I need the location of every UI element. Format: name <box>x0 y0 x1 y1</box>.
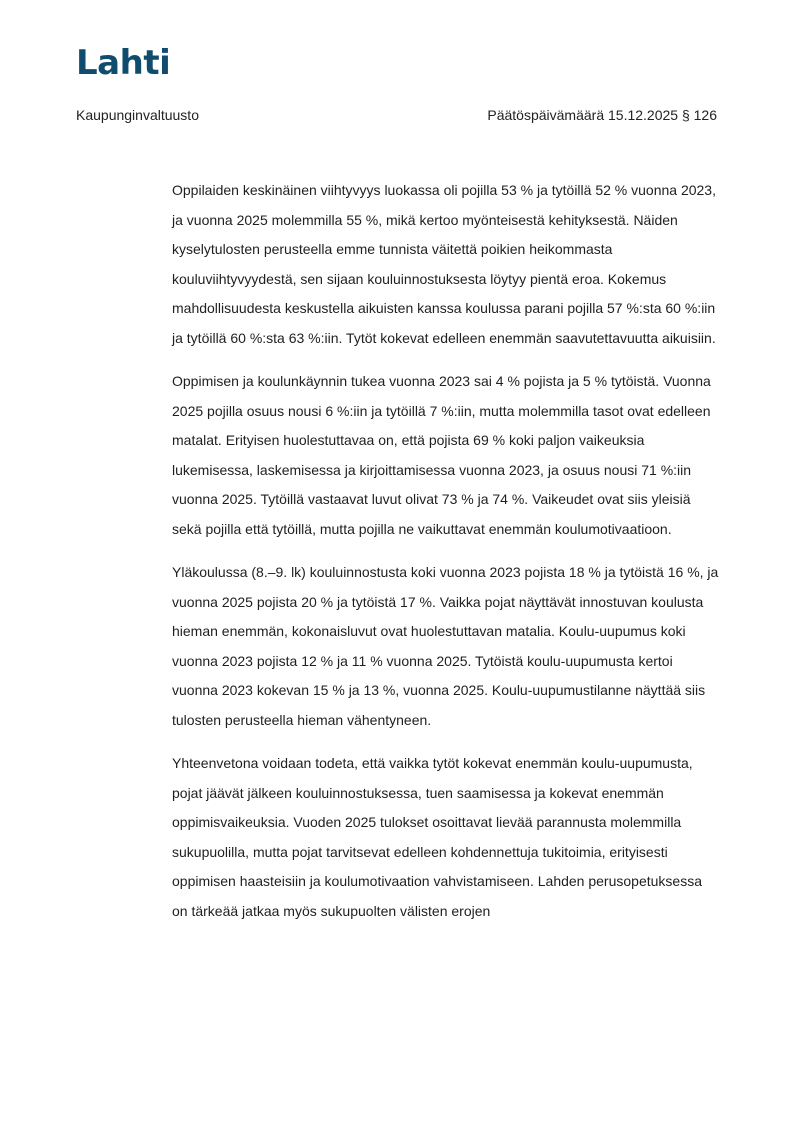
decision-info: Päätöspäivämäärä 15.12.2025 § 126 <box>487 107 717 123</box>
body-name: Kaupunginvaltuusto <box>76 107 199 123</box>
paragraph: Yhteenvetona voidaan todeta, että vaikka tytöt kokevat enemmän koulu-uupumusta, pojat jäävät jälkeen kouluinnostuksessa, tuen saamisessa ja kokevat enemmän oppimisvaikeuksia. Vuoden 2025 tulokset osoittavat lievää parannusta molemmilla sukupuolilla, mutta pojat tarvitsevat edelleen kohdennettuja tukitoimia, erityisesti oppimisen haasteisiin ja koulumotivaation vahvistamiseen. Lahden perusopetuksessa on tärkeää jatkaa myös sukupuolten välisten erojen <box>172 755 702 919</box>
lahti-logo: Lahti <box>76 43 171 83</box>
paragraph: Oppilaiden keskinäinen viihtyvyys luokassa oli pojilla 53 % ja tytöillä 52 % vuonna 2023, ja vuonna 2025 molemmilla 55 %, mikä kertoo myönteisestä kehityksestä. Näiden kyselytulosten perusteella emme tunnista väitettä poikien heikommasta kouluviihtyvyydestä, sen sijaan kouluinnostuksesta löytyy pientä eroa. Kokemus mahdollisuudesta keskustella aikuisten kanssa koulussa parani pojilla 57 %:sta 60 %:iin ja tytöillä 60 %:sta 63 %:iin. Tytöt kokevat edelleen enemmän saavutettavuutta aikuisiin. <box>172 182 716 346</box>
paragraph: Yläkoulussa (8.–9. lk) kouluinnostusta koki vuonna 2023 pojista 18 % ja tytöistä 16 %, ja vuonna 2025 pojista 20 % ja tytöistä 17 %. Vaikka pojat näyttävät innostuvan koulusta hieman enemmän, kokonaisluvut ovat huolestuttavan matalia. Koulu-uupumus koki vuonna 2023 pojista 12 % ja 11 % vuonna 2025. Tytöistä koulu-uupumusta kertoi vuonna 2023 kokevan 15 % ja 13 %, vuonna 2025. Koulu-uupumustilanne näyttää siis tulosten perusteella hieman vähentyneen. <box>172 564 719 728</box>
document-body <box>172 176 720 940</box>
paragraph: Oppimisen ja koulunkäynnin tukea vuonna 2023 sai 4 % pojista ja 5 % tytöistä. Vuonna 2025 pojilla osuus nousi 6 %:iin ja tytöillä 7 %:iin, mutta molemmilla tasot ovat edelleen matalat. Erityisen huolestuttavaa on, että pojista 69 % koki paljon vaikeuksia lukemisessa, laskemisessa ja kirjoittamisessa vuonna 2023, ja osuus nousi 71 %:iin vuonna 2025. Tytöillä vastaavat luvut olivat 73 % ja 74 %. Vaikeudet ovat siis yleisiä sekä pojilla että tytöillä, mutta pojilla ne vaikuttavat enemmän koulumotivaatioon. <box>172 373 711 537</box>
